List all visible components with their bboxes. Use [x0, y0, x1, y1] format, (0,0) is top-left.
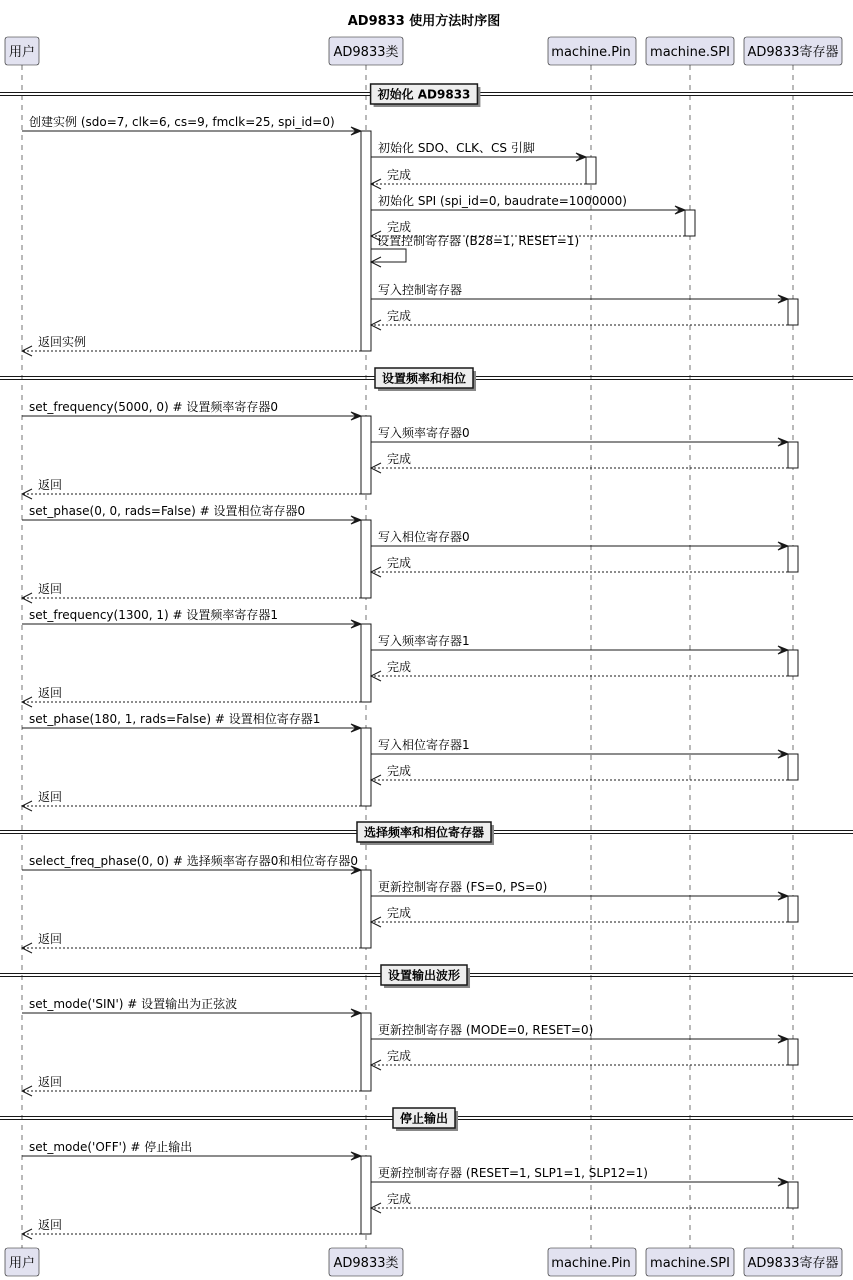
section-label: 初始化 AD9833: [377, 87, 471, 102]
return-message: [22, 686, 361, 707]
message-label: 更新控制寄存器 (FS=0, PS=0): [378, 880, 548, 894]
self-message: [371, 233, 579, 267]
call-message: [22, 114, 361, 135]
participant-reg-top: [744, 37, 842, 65]
participant-spi-top: [646, 37, 734, 65]
message-label: 写入频率寄存器0: [378, 426, 470, 440]
activation-bar-reg: [788, 896, 798, 922]
participant-label: machine.Pin: [551, 1256, 631, 1271]
call-message: [371, 282, 788, 303]
activation-bar-reg: [788, 650, 798, 676]
call-message: [22, 711, 361, 732]
participant-ad-top: [329, 37, 403, 65]
message-label: 完成: [387, 220, 412, 234]
call-message: [371, 425, 788, 446]
message-label: 完成: [387, 764, 412, 778]
call-message: [22, 399, 361, 420]
participant-label: AD9833寄存器: [747, 1256, 839, 1271]
return-message: [371, 167, 586, 189]
return-message: [22, 478, 361, 499]
call-message: [22, 1139, 361, 1160]
participant-label: 用户: [8, 1256, 36, 1271]
call-message: [22, 996, 361, 1017]
message-label: set_mode('OFF') # 停止输出: [29, 1140, 193, 1154]
activation-bar-ad: [361, 1013, 371, 1091]
return-message: [371, 905, 788, 927]
return-message: [371, 451, 788, 473]
message-label: 返回: [38, 582, 63, 596]
section-divider: [0, 822, 853, 845]
diagram-title: AD9833 使用方法时序图: [347, 14, 501, 29]
message-label: 写入相位寄存器1: [378, 738, 470, 752]
participant-reg-bottom: [744, 1248, 842, 1276]
return-message: [22, 932, 361, 953]
message-label: 完成: [387, 556, 412, 570]
participant-spi-bottom: [646, 1248, 734, 1276]
activation-bar-ad: [361, 1156, 371, 1234]
participant-pin-top: [548, 37, 636, 65]
participant-user-top: [5, 37, 39, 65]
call-message: [22, 853, 361, 874]
message-label: 返回: [38, 932, 63, 946]
participant-label: machine.SPI: [650, 1256, 730, 1271]
message-label: 完成: [387, 168, 412, 182]
section-divider: [0, 368, 853, 391]
call-message: [371, 1022, 788, 1043]
call-message: [371, 529, 788, 550]
return-message: [22, 1075, 361, 1096]
message-label: 返回实例: [38, 335, 87, 349]
section-label: 选择频率和相位寄存器: [363, 825, 485, 840]
return-message: [22, 790, 361, 811]
message-label: 返回: [38, 686, 63, 700]
return-message: [22, 582, 361, 603]
message-label: 完成: [387, 452, 412, 466]
activation-bar-reg: [788, 1039, 798, 1065]
return-message: [22, 1218, 361, 1239]
message-label: 更新控制寄存器 (RESET=1, SLP1=1, SLP12=1): [378, 1166, 648, 1180]
message-label: 写入相位寄存器0: [378, 530, 470, 544]
message-label: set_mode('SIN') # 设置输出为正弦波: [29, 997, 238, 1011]
message-label: set_frequency(1300, 1) # 设置频率寄存器1: [29, 608, 279, 622]
participant-label: 用户: [8, 45, 36, 60]
activation-bar-ad: [361, 416, 371, 494]
participant-label: AD9833寄存器: [747, 45, 839, 60]
message-label: 返回: [38, 790, 63, 804]
activation-bar-ad: [361, 131, 371, 351]
message-label: 完成: [387, 660, 412, 674]
message-label: select_freq_phase(0, 0) # 选择频率寄存器0和相位寄存器0: [29, 854, 358, 868]
return-message: [371, 1191, 788, 1213]
call-message: [371, 879, 788, 900]
message-label: 返回: [38, 1218, 63, 1232]
call-message: [22, 503, 361, 524]
return-message: [371, 555, 788, 577]
message-label: 完成: [387, 1192, 412, 1206]
message-label: 完成: [387, 906, 412, 920]
participant-user-bottom: [5, 1248, 39, 1276]
return-message: [22, 334, 361, 356]
section-label: 设置频率和相位: [381, 371, 467, 386]
message-label: 写入频率寄存器1: [378, 634, 470, 648]
participant-label: machine.Pin: [551, 45, 631, 60]
message-label: 完成: [387, 1049, 412, 1063]
call-message: [371, 1165, 788, 1186]
section-label: 停止输出: [399, 1111, 449, 1126]
return-message: [371, 763, 788, 785]
activation-bar-ad: [361, 870, 371, 948]
section-divider: [0, 965, 853, 988]
activation-bar-pin: [586, 157, 596, 184]
activation-bar-ad: [361, 728, 371, 806]
return-message: [371, 1048, 788, 1070]
section-divider: [0, 84, 853, 107]
call-message: [22, 607, 361, 628]
activation-bar-reg: [788, 754, 798, 780]
participant-label: AD9833类: [333, 45, 399, 60]
message-label: 设置控制寄存器 (B28=1, RESET=1): [377, 234, 580, 248]
message-label: 写入控制寄存器: [378, 283, 463, 297]
call-message: [371, 633, 788, 654]
call-message: [371, 737, 788, 758]
participant-ad-bottom: [329, 1248, 403, 1276]
return-message: [371, 308, 788, 330]
return-message: [371, 659, 788, 681]
message-label: 创建实例 (sdo=7, clk=6, cs=9, fmclk=25, spi_id=0): [29, 115, 335, 129]
message-label: 返回: [38, 478, 63, 492]
activation-bar-reg: [788, 1182, 798, 1208]
activation-bar-reg: [788, 442, 798, 468]
message-label: 更新控制寄存器 (MODE=0, RESET=0): [378, 1023, 594, 1037]
participant-label: AD9833类: [333, 1256, 399, 1271]
activation-bar-ad: [361, 624, 371, 702]
message-label: set_frequency(5000, 0) # 设置频率寄存器0: [29, 400, 279, 414]
section-divider: [0, 1108, 853, 1131]
section-label: 设置输出波形: [387, 968, 461, 983]
message-label: set_phase(180, 1, rads=False) # 设置相位寄存器1: [29, 712, 321, 726]
activation-bar-reg: [788, 299, 798, 325]
call-message: [371, 140, 586, 161]
activation-bar-reg: [788, 546, 798, 572]
message-label: 返回: [38, 1075, 63, 1089]
call-message: [371, 193, 685, 214]
message-label: 初始化 SPI (spi_id=0, baudrate=1000000): [378, 194, 627, 208]
participant-label: machine.SPI: [650, 45, 730, 60]
message-label: 完成: [387, 309, 412, 323]
message-label: set_phase(0, 0, rads=False) # 设置相位寄存器0: [29, 504, 306, 518]
activation-bar-spi: [685, 210, 695, 236]
participant-pin-bottom: [548, 1248, 636, 1276]
message-label: 初始化 SDO、CLK、CS 引脚: [378, 141, 535, 155]
activation-bar-ad: [361, 520, 371, 598]
